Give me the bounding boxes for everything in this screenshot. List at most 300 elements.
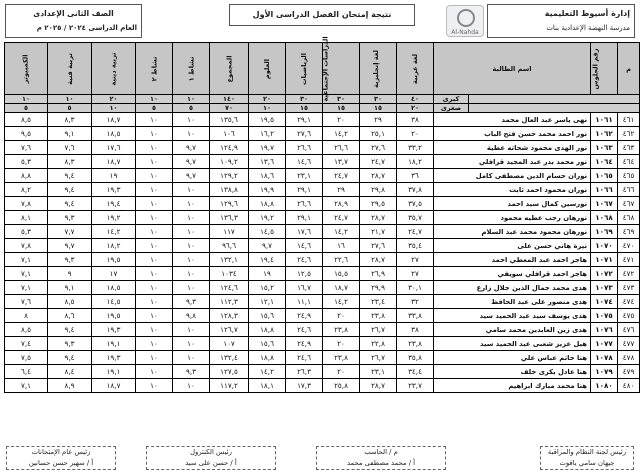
blank-cell <box>469 95 640 104</box>
table-row <box>5 365 640 379</box>
mark-cell: ٢٤,٩ <box>286 309 323 323</box>
mark-cell: ١٣٦,٣ <box>210 211 249 225</box>
mark-cell: ١٢٩,٢ <box>210 169 249 183</box>
mark-cell: ٣٥,٤ <box>397 239 434 253</box>
mark-cell: ١٠٣٤ <box>210 267 249 281</box>
mark-cell: ١٨,٧ <box>92 379 136 393</box>
mark-cell: ٢٦,٧ <box>360 351 397 365</box>
signature-role: رئيس الكنترول <box>190 448 232 456</box>
mark-cell: ١١,١ <box>286 295 323 309</box>
max-mark-cell: ٣٠ <box>286 95 323 104</box>
mark-cell: ١٣٢,١ <box>210 253 249 267</box>
seat-number: ١٠٧٦ <box>591 323 618 337</box>
signature-role: رئيس لجنة النظام والمراقبة <box>547 448 627 456</box>
signature-box <box>146 446 276 470</box>
seat-number: ١٠٧٨ <box>591 351 618 365</box>
mark-cell: ٩,٤ <box>48 183 92 197</box>
col-header-subject: لغة عربية <box>397 43 434 95</box>
mark-cell: ٨ <box>5 309 48 323</box>
max-label: كبرى <box>434 95 469 104</box>
mark-cell: ٢٨,٧ <box>360 169 397 183</box>
mark-cell: ٨,٨ <box>5 169 48 183</box>
mark-cell: ٢٠ <box>323 337 360 351</box>
student-name: هاجر احمد قرافلي سويفي <box>434 267 591 281</box>
min-mark-cell: ٧٠ <box>210 104 249 113</box>
mark-cell: ٨,٩ <box>48 379 92 393</box>
seat-number: ١٠٦٢ <box>591 127 618 141</box>
min-mark-cell: ١٠ <box>249 104 286 113</box>
signature-role: م / الحاسب <box>364 448 398 456</box>
min-mark-cell: ٥ <box>5 104 48 113</box>
mark-cell: ٢٦,٦ <box>286 141 323 155</box>
seat-number: ١٠٦٤ <box>591 155 618 169</box>
table-row <box>5 239 640 253</box>
student-name: نوران محمود احمد ثابت <box>434 183 591 197</box>
mark-cell: ١٦,٧ <box>286 281 323 295</box>
mark-cell: ٧,٦ <box>48 141 92 155</box>
table-row <box>5 267 640 281</box>
row-number: ٤٦٧ <box>618 197 640 211</box>
student-name: نور احمد محمد حسن فتح الباب <box>434 127 591 141</box>
seat-number: ١٠٧٥ <box>591 309 618 323</box>
col-header-subject: تربية دينية <box>92 43 136 95</box>
signature-name: أ / حسن على سيد <box>185 459 237 467</box>
seat-number: ١٠٦٥ <box>591 169 618 183</box>
col-header-subject: تربية فنية <box>48 43 92 95</box>
mark-cell: ١٢٦,٧ <box>210 323 249 337</box>
mark-cell: ١٨,٢ <box>397 155 434 169</box>
row-number: ٤٧٦ <box>618 323 640 337</box>
mark-cell: ١٠ <box>136 281 173 295</box>
mark-cell: ١٩,٤ <box>249 253 286 267</box>
mark-cell: ١٠ <box>173 225 210 239</box>
student-name: هنا محمد مبارك ابراهيم <box>434 379 591 393</box>
row-number: ٤٦٩ <box>618 225 640 239</box>
mark-cell: ٢٩,١ <box>286 183 323 197</box>
mark-cell: ٩,٧ <box>173 155 210 169</box>
grades-body <box>5 95 640 393</box>
exam-title-box <box>229 4 415 26</box>
row-number: ٤٧٩ <box>618 365 640 379</box>
mark-cell: ٣٨ <box>397 113 434 127</box>
mark-cell: ٩,٧ <box>249 239 286 253</box>
mark-cell: ٣٥,٧ <box>397 211 434 225</box>
mark-cell: ١٩,٣ <box>92 183 136 197</box>
mark-cell: ٢٤,٧ <box>323 211 360 225</box>
col-header-subject: لغة إنجليزية <box>360 43 397 95</box>
mark-cell: ١٩ <box>249 267 286 281</box>
mark-cell: ١٠ <box>173 211 210 225</box>
row-number: ٤٧٢ <box>618 267 640 281</box>
student-name: نورهان محمود محمد عبد السلام <box>434 225 591 239</box>
max-mark-cell: ٤٠ <box>397 95 434 104</box>
mark-cell: ٨,٢ <box>5 183 48 197</box>
blank-cell <box>469 104 640 113</box>
mark-cell: ٧,١ <box>5 253 48 267</box>
mark-cell: ١٣,٦ <box>249 155 286 169</box>
mark-cell: ١٢,١ <box>249 295 286 309</box>
mark-cell: ١٠٩,٢ <box>210 155 249 169</box>
mark-cell: ١٠ <box>136 127 173 141</box>
mark-cell: ١٣,٧ <box>323 155 360 169</box>
table-row <box>5 295 640 309</box>
max-mark-cell: ٣٠ <box>323 95 360 104</box>
row-number: ٤٦١ <box>618 113 640 127</box>
mark-cell: ٢٦,٦ <box>286 197 323 211</box>
logo-emblem-icon <box>457 9 475 27</box>
mark-cell: ٢٩,١ <box>286 211 323 225</box>
admin-name: إدارة أسيوط التعليمية <box>544 9 630 18</box>
table-row <box>5 379 640 393</box>
mark-cell: ٢٤,٦ <box>286 323 323 337</box>
mark-cell: ٢٦,٩ <box>360 267 397 281</box>
col-header-subject: نشاط ٢ <box>136 43 173 95</box>
mark-cell: ١٢٧,٥ <box>210 365 249 379</box>
signature-box <box>6 446 116 470</box>
mark-cell: ١٩,٣ <box>92 351 136 365</box>
row-number: ٤٦٣ <box>618 141 640 155</box>
mark-cell: ٩,٧ <box>173 169 210 183</box>
mark-cell: ١٢,٥ <box>286 267 323 281</box>
mark-cell: ٣٢ <box>397 295 434 309</box>
mark-cell: ٨,٣ <box>48 113 92 127</box>
mark-cell: ٢٩,٥ <box>360 197 397 211</box>
mark-cell: ١٧,٦ <box>286 225 323 239</box>
mark-cell: ٢٦,٧ <box>360 323 397 337</box>
mark-cell: ١٨,٥ <box>92 127 136 141</box>
mark-cell: ١٢٤,٦ <box>210 281 249 295</box>
table-row <box>5 281 640 295</box>
mark-cell: ٣٧,٨ <box>397 183 434 197</box>
mark-cell: ٣٦ <box>397 169 434 183</box>
signature-box <box>316 446 446 470</box>
mark-cell: ١٠ <box>173 281 210 295</box>
mark-cell: ١٠ <box>173 253 210 267</box>
mark-cell: ٣٤,٤ <box>397 365 434 379</box>
mark-cell: ١٠ <box>173 379 210 393</box>
seat-number: ١٠٧٤ <box>591 295 618 309</box>
seat-number: ١٠٨٠ <box>591 379 618 393</box>
mark-cell: ١٨,٦ <box>249 169 286 183</box>
mark-cell: ١٤,٢ <box>323 295 360 309</box>
col-header-seat: رقم الجلوس <box>591 43 618 95</box>
mark-cell: ١٨,٨ <box>249 351 286 365</box>
row-number: ٤٦٤ <box>618 155 640 169</box>
student-name: نيرة هاني حسن على <box>434 239 591 253</box>
logo-caption: Al-Nahda <box>451 29 479 36</box>
mark-cell: ٢٣,١ <box>286 169 323 183</box>
mark-cell: ١٩,٢ <box>249 211 286 225</box>
seat-number: ١٠٦١ <box>591 113 618 127</box>
mark-cell: ٢٠ <box>397 127 434 141</box>
student-name: نور الهدى محمود شحاته عطية <box>434 141 591 155</box>
min-mark-cell: ٥ <box>136 104 173 113</box>
mark-cell: ١٠ <box>136 225 173 239</box>
mark-cell: ٩,٧ <box>173 141 210 155</box>
mark-cell: ١٧ <box>92 267 136 281</box>
mark-cell: ٩,٤ <box>48 197 92 211</box>
row-number: ٤٧٧ <box>618 337 640 351</box>
signature-name: أ / سهير حسن حسانين <box>28 459 94 467</box>
mark-cell: ١٠ <box>173 197 210 211</box>
max-mark-cell: ١٠ <box>5 95 48 104</box>
mark-cell: ١٤,٥ <box>249 225 286 239</box>
max-mark-cell: ١٠ <box>136 95 173 104</box>
mark-cell: ٢٤,٧ <box>397 225 434 239</box>
mark-cell: ١٤,٢ <box>323 225 360 239</box>
mark-cell: ٩,٣ <box>173 295 210 309</box>
mark-cell: ٨,٤ <box>48 365 92 379</box>
mark-cell: ١٩,٧ <box>249 141 286 155</box>
mark-cell: ٧,٤ <box>5 337 48 351</box>
mark-cell: ٩,٤ <box>48 323 92 337</box>
student-name: هاجر احمد عبد المعطي احمد <box>434 253 591 267</box>
mark-cell: ٢٣,٨ <box>323 351 360 365</box>
mark-cell: ١١٢,٣ <box>210 295 249 309</box>
table-row <box>5 225 640 239</box>
mark-cell: ٢٨,٧ <box>360 379 397 393</box>
row-number: ٤٧٤ <box>618 295 640 309</box>
table-row <box>5 323 640 337</box>
mark-cell: ١٨,١ <box>249 379 286 393</box>
col-header-subject: الكمبيوتر <box>5 43 48 95</box>
row-number: ٤٧٨ <box>618 351 640 365</box>
row-number: ٤٦٥ <box>618 169 640 183</box>
mark-cell: ٨,٥ <box>5 323 48 337</box>
mark-cell: ١١٧ <box>210 225 249 239</box>
table-row <box>5 155 640 169</box>
mark-cell: ١٠ <box>136 113 173 127</box>
mark-cell: ٩,٣ <box>48 211 92 225</box>
seat-number: ١٠٧٧ <box>591 337 618 351</box>
mark-cell: ٩,٨ <box>173 309 210 323</box>
mark-cell: ٢٣,٨ <box>323 323 360 337</box>
mark-cell: ١٠ <box>136 351 173 365</box>
seat-number: ١٠٧١ <box>591 253 618 267</box>
seat-number: ١٠٦٦ <box>591 183 618 197</box>
mark-cell: ١٣٨,٨ <box>210 183 249 197</box>
mark-cell: ٢٥,٨ <box>323 379 360 393</box>
mark-cell: ٢٧ <box>397 253 434 267</box>
mark-cell: ٧,٨ <box>5 239 48 253</box>
mark-cell: ١٨,٧ <box>92 113 136 127</box>
seat-number: ١٠٧٣ <box>591 281 618 295</box>
table-row <box>5 211 640 225</box>
table-row <box>5 183 640 197</box>
col-header-num: م <box>618 43 640 95</box>
mark-cell: ١٠٦ <box>210 127 249 141</box>
row-number: ٤٧١ <box>618 253 640 267</box>
mark-cell: ١٠ <box>136 141 173 155</box>
mark-cell: ٩ <box>48 267 92 281</box>
mark-cell: ٢٢,٦ <box>323 253 360 267</box>
mark-cell: ١٠ <box>136 197 173 211</box>
table-row <box>5 141 640 155</box>
min-mark-cell: ١٥ <box>286 104 323 113</box>
seat-number: ١٠٧٩ <box>591 365 618 379</box>
table-row <box>5 113 640 127</box>
student-name: هيل عزيز شعبى عبد الحميد سيد <box>434 337 591 351</box>
mark-cell: ١٩,٥ <box>92 253 136 267</box>
mark-cell: ١٠ <box>173 239 210 253</box>
signature-name: جيهان سامي ياقوت <box>559 459 615 467</box>
seat-number: ١٠٦٧ <box>591 197 618 211</box>
student-name: هدى منصور على عبد الحافظ <box>434 295 591 309</box>
mark-cell: ١٨,٢ <box>92 239 136 253</box>
mark-cell: ٢٤,٦ <box>286 351 323 365</box>
mark-cell: ١٩,٥ <box>92 309 136 323</box>
mark-cell: ١٨,٧ <box>92 155 136 169</box>
mark-cell: ٢٠ <box>323 309 360 323</box>
mark-cell: ٣٣,٢ <box>397 141 434 155</box>
mark-cell: ٣٥,٨ <box>397 351 434 365</box>
mark-cell: ٩,٤ <box>48 169 92 183</box>
school-name: مدرسة النهضة الإعدادية بنات <box>546 24 630 32</box>
student-name: هدى محمد جمال الدين جلال زارع <box>434 281 591 295</box>
col-header-name: اسم الطالبة <box>434 43 591 95</box>
max-mark-cell: ٢٠ <box>249 95 286 104</box>
mark-cell: ٥,٣ <box>5 225 48 239</box>
mark-cell: ٩,٣ <box>173 365 210 379</box>
table-row <box>5 169 640 183</box>
mark-cell: ٢٩,٩ <box>360 281 397 295</box>
row-number: ٤٧٠ <box>618 239 640 253</box>
grade-box <box>5 4 142 38</box>
mark-cell: ١٥,٦ <box>249 337 286 351</box>
mark-cell: ١٧,٣ <box>286 379 323 393</box>
row-number: ٤٧٣ <box>618 281 640 295</box>
mark-cell: ٢٣,٤ <box>360 295 397 309</box>
mark-cell: ٩,٧ <box>48 239 92 253</box>
mark-cell: ١٠ <box>173 127 210 141</box>
mark-cell: ١٣٢,٤ <box>210 351 249 365</box>
grades-table <box>4 35 640 393</box>
mark-cell: ٢٣,٧ <box>397 379 434 393</box>
max-mark-cell: ١٤٠ <box>210 95 249 104</box>
mark-cell: ١٠ <box>136 183 173 197</box>
mark-cell: ١٤,٢ <box>323 127 360 141</box>
mark-cell: ١٤,٥ <box>92 295 136 309</box>
row-number: ٤٦٦ <box>618 183 640 197</box>
mark-cell: ١٦ <box>323 239 360 253</box>
row-number: ٤٧٥ <box>618 309 640 323</box>
school-logo <box>446 5 484 37</box>
mark-cell: ٢٣,٨ <box>360 309 397 323</box>
col-header-subject: المجموع <box>210 43 249 95</box>
mark-cell: ٣٨ <box>397 323 434 337</box>
mark-cell: ١٠ <box>136 267 173 281</box>
seat-number: ١٠٦٨ <box>591 211 618 225</box>
mark-cell: ٢٦,٣ <box>286 365 323 379</box>
mark-cell: ٦,٤ <box>5 365 48 379</box>
mark-cell: ٣٧,٥ <box>397 197 434 211</box>
admin-box <box>487 4 635 38</box>
mark-cell: ٩,٣ <box>48 253 92 267</box>
mark-cell: ٢٣,١ <box>360 365 397 379</box>
mark-cell: ٨,٥ <box>48 295 92 309</box>
mark-cell: ١٠٧ <box>210 337 249 351</box>
table-row <box>5 337 640 351</box>
mark-cell: ١٩ <box>92 169 136 183</box>
table-row <box>5 127 640 141</box>
mark-cell: ٧,١ <box>5 281 48 295</box>
mark-cell: ١٠ <box>173 267 210 281</box>
mark-cell: ١٠ <box>136 253 173 267</box>
table-row <box>5 309 640 323</box>
signature-name: أ / محمد مصطفى محمد <box>346 459 416 467</box>
mark-cell: ١٠ <box>173 113 210 127</box>
mark-cell: ٧,٦ <box>5 295 48 309</box>
header-row <box>5 43 640 95</box>
min-marks-row <box>5 104 640 113</box>
mark-cell: ١٠ <box>136 239 173 253</box>
col-header-subject: العلوم <box>249 43 286 95</box>
academic-year: العام الدراسى ٢٠٢٤ / ٢٠٢٥ م <box>36 24 137 32</box>
min-mark-cell: ١٠ <box>92 104 136 113</box>
mark-cell: ١٠ <box>136 295 173 309</box>
seat-number: ١٠٦٣ <box>591 141 618 155</box>
student-name: نهى ياسر عبد العال محمد <box>434 113 591 127</box>
mark-cell: ٣٣,٨ <box>397 309 434 323</box>
mark-cell: ١٤,٢ <box>249 365 286 379</box>
mark-cell: ٨,٣ <box>48 155 92 169</box>
mark-cell: ١٠ <box>136 309 173 323</box>
mark-cell: ٢٩ <box>360 113 397 127</box>
mark-cell: ٩,٣ <box>48 337 92 351</box>
student-name: نور محمد بدر عبد المجيد قرافلي <box>434 155 591 169</box>
mark-cell: ١٧,٦ <box>92 141 136 155</box>
mark-cell: ١٠ <box>173 323 210 337</box>
mark-cell: ١٨,٥ <box>92 281 136 295</box>
mark-cell: ١١٧,٢ <box>210 379 249 393</box>
mark-cell: ١٩,٣ <box>92 323 136 337</box>
row-number: ٤٨٠ <box>618 379 640 393</box>
mark-cell: ٢٧,٦ <box>360 239 397 253</box>
mark-cell: ٢٥,١ <box>360 127 397 141</box>
student-name: هنا عادل بكرى خلف <box>434 365 591 379</box>
mark-cell: ١٩,١ <box>92 365 136 379</box>
mark-cell: ٨,٥ <box>5 113 48 127</box>
mark-cell: ١٥,٥ <box>323 267 360 281</box>
mark-cell: ١٠ <box>136 337 173 351</box>
mark-cell: ٧,٨ <box>5 197 48 211</box>
mark-cell: ٢٣,٨ <box>397 337 434 351</box>
mark-cell: ٥,٣ <box>5 155 48 169</box>
student-name: هنا حاتم عباس علي <box>434 351 591 365</box>
mark-cell: ١٠ <box>136 155 173 169</box>
mark-cell: ٢٤,٦ <box>286 253 323 267</box>
min-mark-cell: ٥ <box>173 104 210 113</box>
mark-cell: ٢٨,٩ <box>323 197 360 211</box>
mark-cell: ٢٧,٦ <box>360 141 397 155</box>
table-row <box>5 351 640 365</box>
mark-cell: ٩,٥ <box>5 127 48 141</box>
mark-cell: ١٤,٢ <box>92 225 136 239</box>
max-mark-cell: ١٠ <box>173 95 210 104</box>
mark-cell: ٢١,٧ <box>360 225 397 239</box>
mark-cell: ١٥,٢ <box>249 281 286 295</box>
min-mark-cell: ١٥ <box>360 104 397 113</box>
exam-title: نتيجة إمتحان الفصل الدراسى الأول <box>252 10 392 19</box>
mark-cell: ١٩,١ <box>92 337 136 351</box>
mark-cell: ١٢٩,٦ <box>210 197 249 211</box>
mark-cell: ٢٩,٨ <box>360 183 397 197</box>
mark-cell: ٩,١ <box>48 281 92 295</box>
mark-cell: ١٠ <box>136 365 173 379</box>
mark-cell: ٩,١ <box>48 127 92 141</box>
mark-cell: ١٥,٦ <box>249 309 286 323</box>
max-mark-cell: ٢٠ <box>92 95 136 104</box>
